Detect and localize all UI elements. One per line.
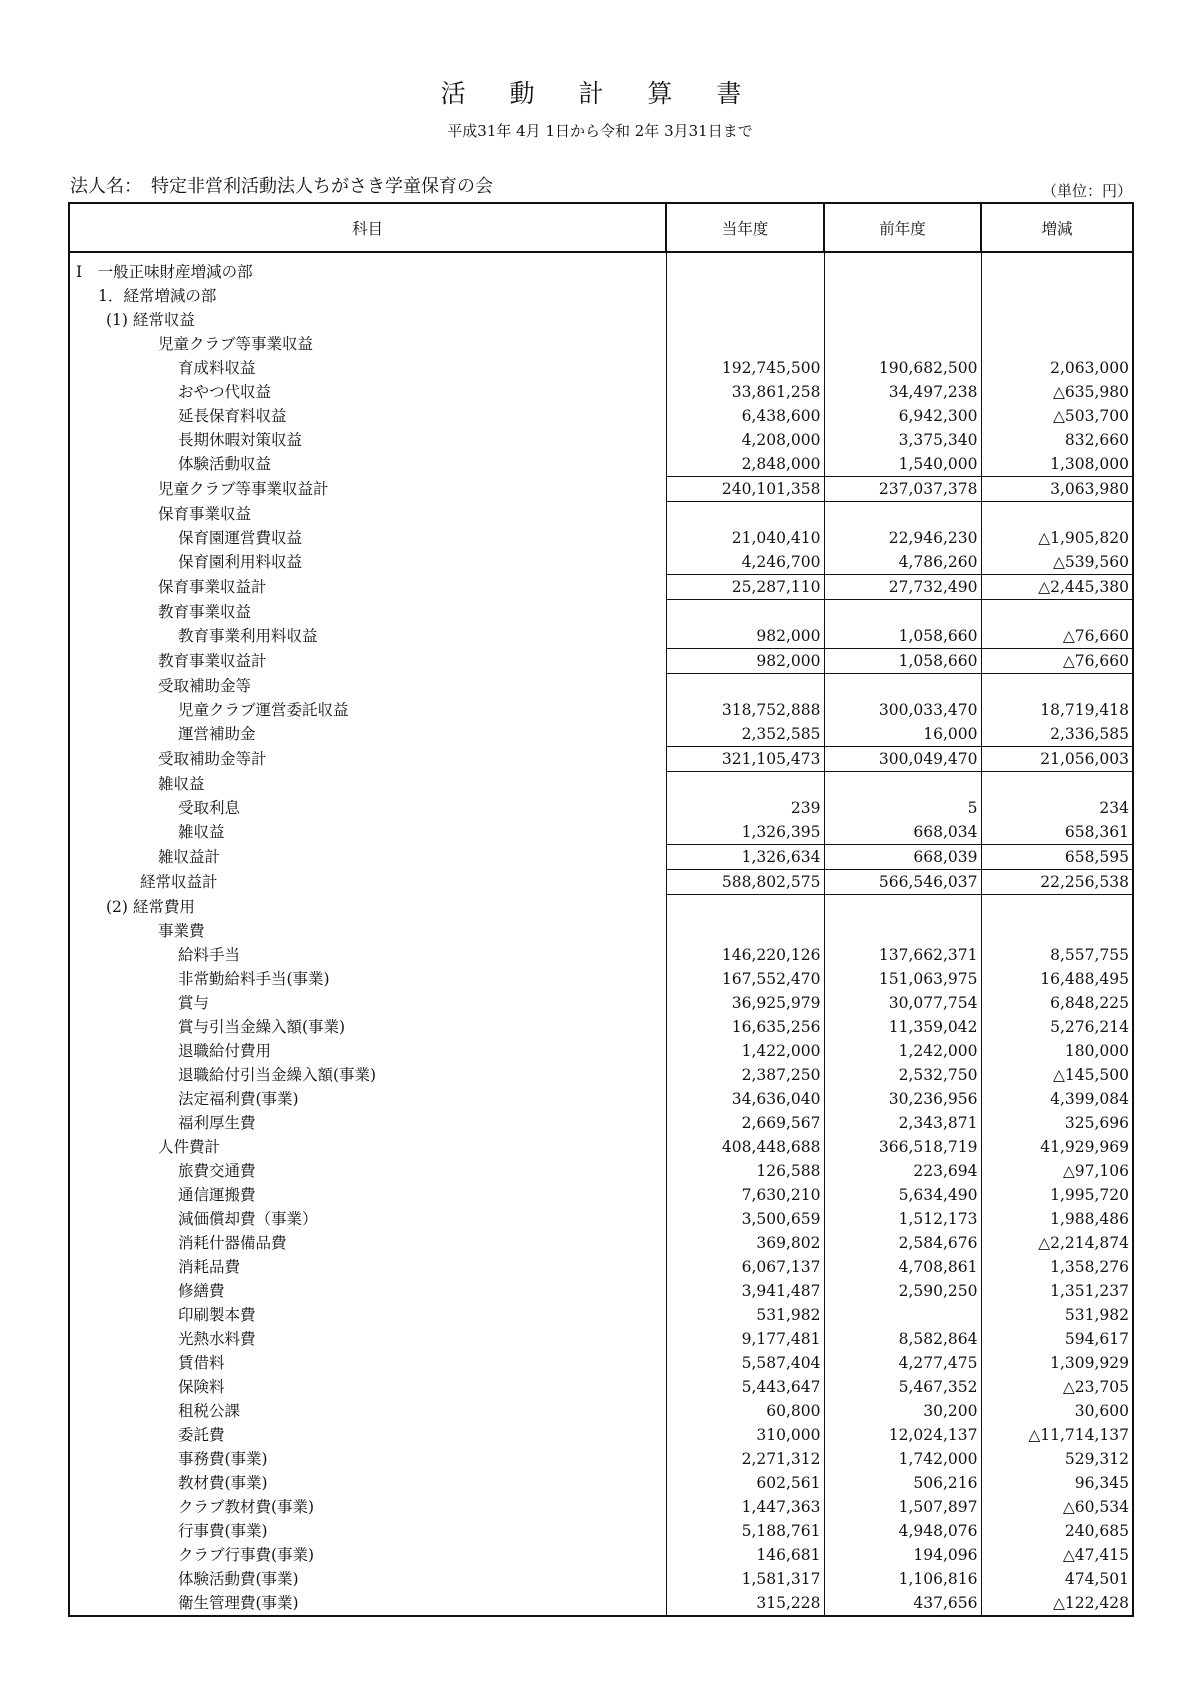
- change-value: 1,988,486: [981, 1207, 1133, 1231]
- previous-year-value: 366,518,719: [824, 1135, 981, 1159]
- previous-year-value: 30,200: [824, 1399, 981, 1423]
- current-year-value: [666, 772, 824, 797]
- change-value: △539,560: [981, 550, 1133, 575]
- previous-year-value: [824, 260, 981, 284]
- previous-year-value: 566,546,037: [824, 870, 981, 895]
- row-label: 通信運搬費: [69, 1183, 666, 1207]
- table-row: [69, 845, 1133, 870]
- row-label: 延長保育料収益: [69, 404, 666, 428]
- current-year-value: 146,681: [666, 1543, 824, 1567]
- change-value: △23,705: [981, 1375, 1133, 1399]
- row-label: 保育事業収益: [69, 502, 666, 527]
- change-value: 21,056,003: [981, 747, 1133, 772]
- previous-year-value: 1,242,000: [824, 1039, 981, 1063]
- table-row: [69, 1375, 1133, 1399]
- row-label: 保育園運営費収益: [69, 526, 666, 550]
- current-year-value: 60,800: [666, 1399, 824, 1423]
- previous-year-value: [824, 600, 981, 625]
- row-label: 退職給付費用: [69, 1039, 666, 1063]
- table-row: [69, 820, 1133, 845]
- change-value: △97,106: [981, 1159, 1133, 1183]
- table-row: [69, 380, 1133, 404]
- row-label: 賞与: [69, 991, 666, 1015]
- table-row: [69, 1087, 1133, 1111]
- row-label: 印刷製本費: [69, 1303, 666, 1327]
- previous-year-value: 668,034: [824, 820, 981, 845]
- table-spacer-row: [69, 252, 1133, 260]
- current-year-value: 321,105,473: [666, 747, 824, 772]
- previous-year-value: 30,236,956: [824, 1087, 981, 1111]
- row-label: 長期休暇対策収益: [69, 428, 666, 452]
- table-row: [69, 356, 1133, 380]
- row-label: おやつ代収益: [69, 380, 666, 404]
- table-row: [69, 1351, 1133, 1375]
- change-value: 658,595: [981, 845, 1133, 870]
- current-year-value: 1,581,317: [666, 1567, 824, 1591]
- table-row: [69, 1255, 1133, 1279]
- row-label: 衛生管理費(事業): [69, 1591, 666, 1616]
- table-row: [69, 1495, 1133, 1519]
- spacer-cell: [666, 252, 824, 260]
- change-value: 594,617: [981, 1327, 1133, 1351]
- change-value: [981, 919, 1133, 943]
- change-value: 30,600: [981, 1399, 1133, 1423]
- change-value: [981, 308, 1133, 332]
- row-label: 人件費計: [69, 1135, 666, 1159]
- table-row: [69, 477, 1133, 502]
- row-label: I 一般正味財産増減の部: [69, 260, 666, 284]
- table-row: [69, 1567, 1133, 1591]
- previous-year-value: [824, 919, 981, 943]
- current-year-value: [666, 674, 824, 699]
- table-row: [69, 1591, 1133, 1616]
- row-label: 教材費(事業): [69, 1471, 666, 1495]
- table-row: [69, 1447, 1133, 1471]
- current-year-value: 126,588: [666, 1159, 824, 1183]
- change-value: 16,488,495: [981, 967, 1133, 991]
- change-value: △11,714,137: [981, 1423, 1133, 1447]
- change-value: △1,905,820: [981, 526, 1133, 550]
- previous-year-value: 194,096: [824, 1543, 981, 1567]
- row-label: 賞与引当金繰入額(事業): [69, 1015, 666, 1039]
- change-value: 1,309,929: [981, 1351, 1133, 1375]
- previous-year-value: 4,708,861: [824, 1255, 981, 1279]
- table-row: [69, 772, 1133, 797]
- row-label: 児童クラブ等事業収益計: [69, 477, 666, 502]
- change-value: 1,351,237: [981, 1279, 1133, 1303]
- table-row: [69, 870, 1133, 895]
- table-row: [69, 919, 1133, 943]
- table-row: [69, 1423, 1133, 1447]
- previous-year-value: 300,049,470: [824, 747, 981, 772]
- row-label: クラブ行事費(事業): [69, 1543, 666, 1567]
- change-value: △145,500: [981, 1063, 1133, 1087]
- change-value: 41,929,969: [981, 1135, 1133, 1159]
- previous-year-value: [824, 502, 981, 527]
- row-label: 退職給付引当金繰入額(事業): [69, 1063, 666, 1087]
- table-row: [69, 624, 1133, 649]
- row-label: 児童クラブ等事業収益: [69, 332, 666, 356]
- current-year-value: 192,745,500: [666, 356, 824, 380]
- current-year-value: 239: [666, 796, 824, 820]
- previous-year-value: 4,277,475: [824, 1351, 981, 1375]
- header-previous-year: 前年度: [824, 203, 981, 252]
- current-year-value: 588,802,575: [666, 870, 824, 895]
- current-year-value: 2,271,312: [666, 1447, 824, 1471]
- row-label: 受取補助金等: [69, 674, 666, 699]
- table-row: [69, 796, 1133, 820]
- current-year-value: 34,636,040: [666, 1087, 824, 1111]
- current-year-value: 240,101,358: [666, 477, 824, 502]
- table-row: [69, 1015, 1133, 1039]
- current-year-value: [666, 895, 824, 920]
- organization-name: 法人名： 特定非営利活動法人ちがさき学童保育の会: [70, 176, 493, 197]
- current-year-value: 6,067,137: [666, 1255, 824, 1279]
- row-label: 1．経常増減の部: [69, 284, 666, 308]
- table-row: [69, 967, 1133, 991]
- current-year-value: 1,422,000: [666, 1039, 824, 1063]
- table-row: [69, 1207, 1133, 1231]
- change-value: △2,445,380: [981, 575, 1133, 600]
- current-year-value: [666, 308, 824, 332]
- change-value: 832,660: [981, 428, 1133, 452]
- change-value: △76,660: [981, 649, 1133, 674]
- previous-year-value: 237,037,378: [824, 477, 981, 502]
- previous-year-value: 300,033,470: [824, 698, 981, 722]
- change-value: 3,063,980: [981, 477, 1133, 502]
- change-value: [981, 895, 1133, 920]
- change-value: 474,501: [981, 1567, 1133, 1591]
- change-value: △635,980: [981, 380, 1133, 404]
- change-value: 234: [981, 796, 1133, 820]
- table-row: [69, 404, 1133, 428]
- current-year-value: 9,177,481: [666, 1327, 824, 1351]
- current-year-value: 982,000: [666, 624, 824, 649]
- table-row: [69, 1231, 1133, 1255]
- previous-year-value: 1,507,897: [824, 1495, 981, 1519]
- table-row: [69, 550, 1133, 575]
- change-value: △503,700: [981, 404, 1133, 428]
- row-label: 育成料収益: [69, 356, 666, 380]
- current-year-value: 4,208,000: [666, 428, 824, 452]
- current-year-value: 369,802: [666, 1231, 824, 1255]
- change-value: △60,534: [981, 1495, 1133, 1519]
- current-year-value: [666, 332, 824, 356]
- current-year-value: 2,387,250: [666, 1063, 824, 1087]
- previous-year-value: 4,786,260: [824, 550, 981, 575]
- previous-year-value: 223,694: [824, 1159, 981, 1183]
- current-year-value: 3,500,659: [666, 1207, 824, 1231]
- current-year-value: [666, 600, 824, 625]
- previous-year-value: 1,512,173: [824, 1207, 981, 1231]
- current-year-value: 1,447,363: [666, 1495, 824, 1519]
- change-value: [981, 772, 1133, 797]
- current-year-value: 5,188,761: [666, 1519, 824, 1543]
- row-label: 行事費(事業): [69, 1519, 666, 1543]
- previous-year-value: 2,584,676: [824, 1231, 981, 1255]
- previous-year-value: 4,948,076: [824, 1519, 981, 1543]
- table-row: [69, 1327, 1133, 1351]
- row-label: 教育事業収益計: [69, 649, 666, 674]
- table-row: [69, 1279, 1133, 1303]
- currency-unit: （単位：円）: [1041, 182, 1132, 200]
- change-value: 531,982: [981, 1303, 1133, 1327]
- current-year-value: [666, 919, 824, 943]
- row-label: 給料手当: [69, 943, 666, 967]
- previous-year-value: 8,582,864: [824, 1327, 981, 1351]
- change-value: 2,063,000: [981, 356, 1133, 380]
- previous-year-value: [824, 895, 981, 920]
- change-value: [981, 332, 1133, 356]
- change-value: 1,308,000: [981, 452, 1133, 477]
- previous-year-value: 5: [824, 796, 981, 820]
- previous-year-value: 6,942,300: [824, 404, 981, 428]
- table-row: [69, 649, 1133, 674]
- spacer-cell: [824, 252, 981, 260]
- change-value: 529,312: [981, 1447, 1133, 1471]
- previous-year-value: 1,106,816: [824, 1567, 981, 1591]
- current-year-value: 1,326,395: [666, 820, 824, 845]
- row-label: 旅費交通費: [69, 1159, 666, 1183]
- header-change: 増減: [981, 203, 1133, 252]
- current-year-value: 7,630,210: [666, 1183, 824, 1207]
- change-value: 325,696: [981, 1111, 1133, 1135]
- current-year-value: 4,246,700: [666, 550, 824, 575]
- change-value: 22,256,538: [981, 870, 1133, 895]
- change-value: 2,336,585: [981, 722, 1133, 747]
- header-account: 科目: [69, 203, 666, 252]
- row-label: 体験活動収益: [69, 452, 666, 477]
- row-label: 保育事業収益計: [69, 575, 666, 600]
- change-value: [981, 674, 1133, 699]
- table-row: [69, 943, 1133, 967]
- current-year-value: 531,982: [666, 1303, 824, 1327]
- previous-year-value: [824, 772, 981, 797]
- current-year-value: 146,220,126: [666, 943, 824, 967]
- previous-year-value: [824, 332, 981, 356]
- current-year-value: 6,438,600: [666, 404, 824, 428]
- row-label: 経常収益計: [69, 870, 666, 895]
- table-row: [69, 452, 1133, 477]
- row-label: 運営補助金: [69, 722, 666, 747]
- previous-year-value: 3,375,340: [824, 428, 981, 452]
- previous-year-value: 137,662,371: [824, 943, 981, 967]
- change-value: [981, 284, 1133, 308]
- change-value: [981, 260, 1133, 284]
- previous-year-value: [824, 1303, 981, 1327]
- current-year-value: 5,443,647: [666, 1375, 824, 1399]
- table-row: [69, 674, 1133, 699]
- table-row: [69, 991, 1133, 1015]
- table-row: [69, 1183, 1133, 1207]
- table-row: [69, 747, 1133, 772]
- current-year-value: 33,861,258: [666, 380, 824, 404]
- previous-year-value: 2,343,871: [824, 1111, 981, 1135]
- table-row: [69, 332, 1133, 356]
- table-body: [69, 252, 1133, 1616]
- previous-year-value: 5,467,352: [824, 1375, 981, 1399]
- current-year-value: 25,287,110: [666, 575, 824, 600]
- previous-year-value: 11,359,042: [824, 1015, 981, 1039]
- table-row: [69, 284, 1133, 308]
- previous-year-value: [824, 284, 981, 308]
- table-row: [69, 526, 1133, 550]
- change-value: △47,415: [981, 1543, 1133, 1567]
- table-row: [69, 1543, 1133, 1567]
- previous-year-value: [824, 308, 981, 332]
- row-label: 保育園利用料収益: [69, 550, 666, 575]
- table-row: [69, 1111, 1133, 1135]
- table-row: [69, 1303, 1133, 1327]
- current-year-value: 2,848,000: [666, 452, 824, 477]
- table-row: [69, 1063, 1133, 1087]
- change-value: 96,345: [981, 1471, 1133, 1495]
- previous-year-value: 12,024,137: [824, 1423, 981, 1447]
- fiscal-period: 平成31年 4月 1日から令和 2年 3月31日まで: [447, 122, 753, 140]
- row-label: クラブ教材費(事業): [69, 1495, 666, 1519]
- current-year-value: 3,941,487: [666, 1279, 824, 1303]
- table-row: [69, 1159, 1133, 1183]
- row-label: 雑収益: [69, 772, 666, 797]
- row-label: (1) 経常収益: [69, 308, 666, 332]
- current-year-value: 310,000: [666, 1423, 824, 1447]
- table-row: [69, 428, 1133, 452]
- previous-year-value: 668,039: [824, 845, 981, 870]
- previous-year-value: 5,634,490: [824, 1183, 981, 1207]
- current-year-value: 5,587,404: [666, 1351, 824, 1375]
- current-year-value: 315,228: [666, 1591, 824, 1616]
- change-value: 658,361: [981, 820, 1133, 845]
- spacer-cell: [69, 252, 666, 260]
- current-year-value: [666, 502, 824, 527]
- row-label: 賃借料: [69, 1351, 666, 1375]
- row-label: 修繕費: [69, 1279, 666, 1303]
- previous-year-value: 506,216: [824, 1471, 981, 1495]
- table-row: [69, 722, 1133, 747]
- change-value: △122,428: [981, 1591, 1133, 1616]
- row-label: 租税公課: [69, 1399, 666, 1423]
- current-year-value: 167,552,470: [666, 967, 824, 991]
- current-year-value: 16,635,256: [666, 1015, 824, 1039]
- change-value: 6,848,225: [981, 991, 1133, 1015]
- table-row: [69, 308, 1133, 332]
- change-value: 4,399,084: [981, 1087, 1133, 1111]
- activity-statement-table: [68, 202, 1134, 1617]
- previous-year-value: 1,058,660: [824, 624, 981, 649]
- previous-year-value: 1,540,000: [824, 452, 981, 477]
- row-label: 消耗品費: [69, 1255, 666, 1279]
- table-row: [69, 698, 1133, 722]
- previous-year-value: 27,732,490: [824, 575, 981, 600]
- previous-year-value: 2,590,250: [824, 1279, 981, 1303]
- previous-year-value: [824, 674, 981, 699]
- current-year-value: 21,040,410: [666, 526, 824, 550]
- row-label: 事務費(事業): [69, 1447, 666, 1471]
- change-value: 1,995,720: [981, 1183, 1133, 1207]
- previous-year-value: 1,058,660: [824, 649, 981, 674]
- change-value: 5,276,214: [981, 1015, 1133, 1039]
- current-year-value: 982,000: [666, 649, 824, 674]
- row-label: 教育事業収益: [69, 600, 666, 625]
- current-year-value: [666, 260, 824, 284]
- table-row: [69, 895, 1133, 920]
- row-label: 雑収益: [69, 820, 666, 845]
- previous-year-value: 190,682,500: [824, 356, 981, 380]
- change-value: 1,358,276: [981, 1255, 1133, 1279]
- current-year-value: 2,669,567: [666, 1111, 824, 1135]
- current-year-value: 408,448,688: [666, 1135, 824, 1159]
- row-label: 非常勤給料手当(事業): [69, 967, 666, 991]
- spacer-cell: [981, 252, 1133, 260]
- table-row: [69, 260, 1133, 284]
- current-year-value: [666, 284, 824, 308]
- row-label: 光熱水料費: [69, 1327, 666, 1351]
- row-label: 事業費: [69, 919, 666, 943]
- change-value: △76,660: [981, 624, 1133, 649]
- row-label: (2) 経常費用: [69, 895, 666, 920]
- previous-year-value: 151,063,975: [824, 967, 981, 991]
- row-label: 福利厚生費: [69, 1111, 666, 1135]
- row-label: 法定福利費(事業): [69, 1087, 666, 1111]
- row-label: 受取利息: [69, 796, 666, 820]
- table-row: [69, 575, 1133, 600]
- change-value: 8,557,755: [981, 943, 1133, 967]
- previous-year-value: 2,532,750: [824, 1063, 981, 1087]
- change-value: [981, 502, 1133, 527]
- change-value: △2,214,874: [981, 1231, 1133, 1255]
- previous-year-value: 16,000: [824, 722, 981, 747]
- row-label: 児童クラブ運営委託収益: [69, 698, 666, 722]
- document-title: 活 動 計 算 書: [440, 79, 760, 108]
- table-row: [69, 1135, 1133, 1159]
- row-label: 受取補助金等計: [69, 747, 666, 772]
- row-label: 消耗什器備品費: [69, 1231, 666, 1255]
- previous-year-value: 437,656: [824, 1591, 981, 1616]
- current-year-value: 36,925,979: [666, 991, 824, 1015]
- table-header-row: [69, 203, 1133, 252]
- current-year-value: 2,352,585: [666, 722, 824, 747]
- table-row: [69, 1039, 1133, 1063]
- header-current-year: 当年度: [666, 203, 824, 252]
- change-value: 18,719,418: [981, 698, 1133, 722]
- current-year-value: 318,752,888: [666, 698, 824, 722]
- current-year-value: 1,326,634: [666, 845, 824, 870]
- table-row: [69, 1519, 1133, 1543]
- previous-year-value: 30,077,754: [824, 991, 981, 1015]
- table-row: [69, 600, 1133, 625]
- previous-year-value: 34,497,238: [824, 380, 981, 404]
- row-label: 雑収益計: [69, 845, 666, 870]
- row-label: 教育事業利用料収益: [69, 624, 666, 649]
- row-label: 減価償却費（事業）: [69, 1207, 666, 1231]
- table-row: [69, 1399, 1133, 1423]
- previous-year-value: 1,742,000: [824, 1447, 981, 1471]
- change-value: [981, 600, 1133, 625]
- change-value: 180,000: [981, 1039, 1133, 1063]
- row-label: 委託費: [69, 1423, 666, 1447]
- row-label: 体験活動費(事業): [69, 1567, 666, 1591]
- current-year-value: 602,561: [666, 1471, 824, 1495]
- row-label: 保険料: [69, 1375, 666, 1399]
- table-row: [69, 1471, 1133, 1495]
- change-value: 240,685: [981, 1519, 1133, 1543]
- table-row: [69, 502, 1133, 527]
- previous-year-value: 22,946,230: [824, 526, 981, 550]
